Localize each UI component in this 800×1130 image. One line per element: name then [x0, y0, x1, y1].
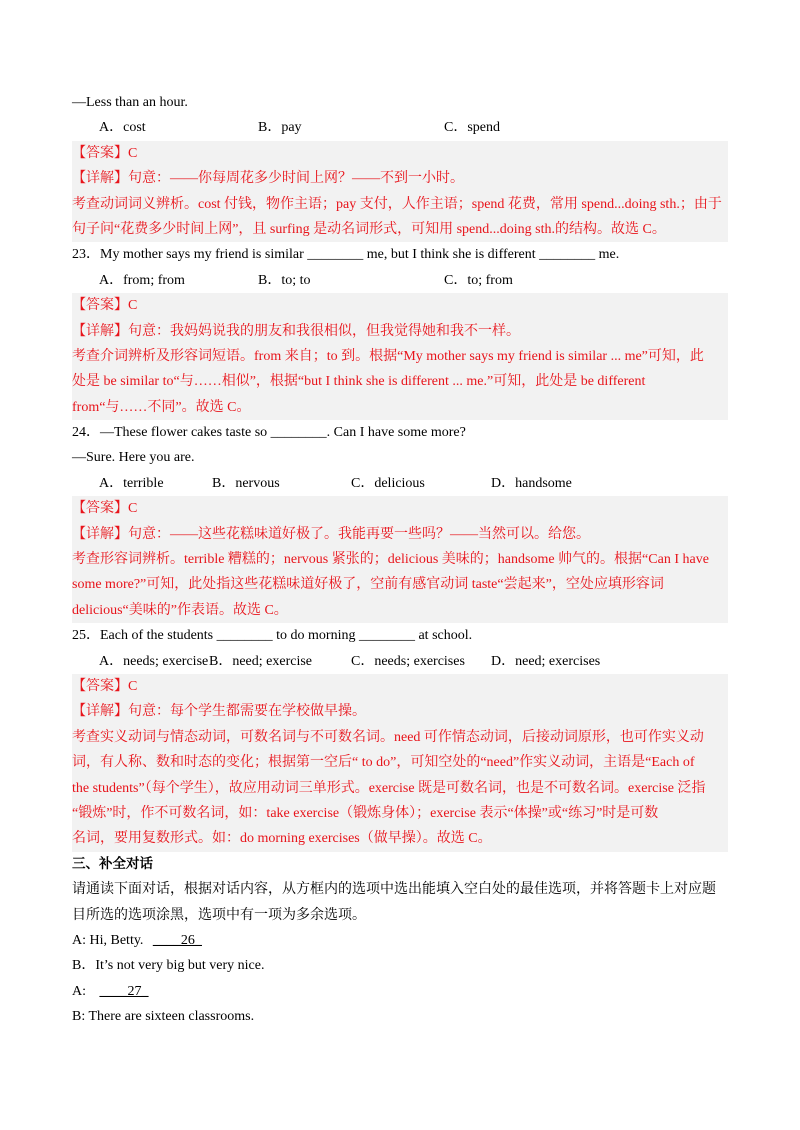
dialogue-line-4: B: There are sixteen classrooms.: [72, 1009, 255, 1025]
q22-answer-block: [72, 141, 728, 243]
q24-answer: 【答案】C: [72, 501, 138, 517]
section-instructions-1: 请通读下面对话，根据对话内容，从方框内的选项中选出能填入空白处的最佳选项，并将答题卡上对应题: [72, 882, 716, 898]
q23-detail-3: 处是 be similar to“与……相似”，根据“but I think she is different ... me.”可知，此处是 be different: [72, 374, 646, 390]
q25-answer-block: [72, 674, 728, 852]
q24-option-a: A．terrible: [99, 475, 164, 491]
q25-detail-1: 【详解】句意：每个学生都需要在学校做早操。: [72, 704, 366, 720]
q24-question: 24．—These flower cakes taste so ________. Can I have some more?: [72, 425, 466, 441]
q25-question: 25．Each of the students ________ to do morning ________ at school.: [72, 628, 473, 644]
q25-detail-5: “锻炼”时，作不可数名词，如：take exercise（锻炼身体）；exercise 表示“体操”或“练习”时是可数: [72, 805, 659, 821]
q22-option-b: B．pay: [258, 120, 302, 136]
q23-detail-4: from“与……不同”。故选 C。: [72, 399, 251, 415]
dialogue-line-2: B．It’s not very big but very nice.: [72, 958, 265, 974]
q25-detail-4: the students”（每个学生），故应用动词三单形式。exercise 既是可数名词，也是不可数名词。exercise 泛指: [72, 780, 706, 796]
q24-options: [72, 471, 728, 496]
dialogue-line-3: [72, 979, 728, 1004]
q25-option-a: A．needs; exercise: [99, 653, 209, 669]
dialogue-line-1-text: A: Hi, Betty.: [72, 932, 144, 948]
q23-answer-block: [72, 293, 728, 420]
q22-option-c: C．spend: [444, 120, 500, 136]
q22-options: [72, 115, 728, 140]
q22-answer: 【答案】C: [72, 145, 138, 161]
q24-detail-3: some more?”可知，此处指这些花糕味道好极了，空前有感官动词 taste“尝起来”，空处应填形容词: [72, 577, 664, 593]
q24-answer-block: [72, 496, 728, 623]
dialogue-line-1: [72, 928, 728, 953]
q22-option-a: A．cost: [99, 120, 146, 136]
blank-27: ____27_: [99, 983, 149, 999]
q24-detail-4: delicious“美味的”作表语。故选 C。: [72, 602, 288, 618]
q23-detail-1: 【详解】句意：我妈妈说我的朋友和我很相似，但我觉得她和我不一样。: [72, 323, 520, 339]
q23-detail-2: 考查介词辨析及形容词短语。from 来自；to 到。根据“My mother says my friend is similar ... me”可知，此: [72, 348, 704, 364]
q24-option-b: B．nervous: [212, 475, 280, 491]
q24-detail-2: 考查形容词辨析。terrible 糟糕的；nervous 紧张的；delicious 美味的；handsome 帅气的。根据“Can I have: [72, 552, 709, 568]
q23-answer: 【答案】C: [72, 298, 138, 314]
blank-26: ____26_: [152, 932, 202, 948]
q22-detail-2: 考查动词词义辨析。cost 付钱，物作主语；pay 支付，人作主语；spend 花费，常用 spend...doing sth.；由于: [72, 196, 722, 212]
q25-option-d: D．need; exercises: [491, 653, 601, 669]
q25-answer: 【答案】C: [72, 678, 138, 694]
q25-detail-2: 考查实义动词与情态动词，可数名词与不可数名词。need 可作情态动词，后接动词原形，也可作实义动: [72, 729, 704, 745]
q23-options: [72, 268, 728, 293]
q24-reply: —Sure. Here you are.: [72, 450, 195, 466]
q24-detail-1: 【详解】句意：——这些花糕味道好极了。我能再要一些吗？——当然可以。给您。: [72, 526, 590, 542]
section-instructions-2: 目所选的选项涂黑，选项中有一项为多余选项。: [72, 907, 366, 923]
document-page: [72, 90, 728, 1029]
q24-option-d: D．handsome: [491, 475, 572, 491]
q24-option-c: C．delicious: [351, 475, 425, 491]
q23-option-c: C．to; from: [444, 272, 513, 288]
q22-detail-3: 句子问“花费多少时间上网”，且 surfing 是动名词形式，可知用 spend...doing sth.的结构。故选 C。: [72, 221, 666, 237]
q25-detail-6: 名词，要用复数形式。如：do morning exercises（做早操）。故选 C。: [72, 831, 492, 847]
q23-option-b: B．to; to: [258, 272, 311, 288]
section-title: 三、补全对话: [72, 855, 153, 872]
q23-question: 23．My mother says my friend is similar ________ me, but I think she is different ________ me.: [72, 247, 620, 263]
q23-option-a: A．from; from: [99, 272, 185, 288]
dialogue-line-3-text: A:: [72, 983, 86, 999]
q25-option-c: C．needs; exercises: [351, 653, 465, 669]
q25-detail-3: 词，有人称、数和时态的变化；根据第一空后“ to do”，可知空处的“need”作实义动词，主语是“Each of: [72, 755, 695, 771]
q25-option-b: B．need; exercise: [209, 653, 313, 669]
q22-reply: —Less than an hour.: [72, 95, 188, 110]
q22-detail-1: 【详解】句意：——你每周花多少时间上网？——不到一小时。: [72, 171, 464, 187]
q25-options: [72, 649, 728, 674]
